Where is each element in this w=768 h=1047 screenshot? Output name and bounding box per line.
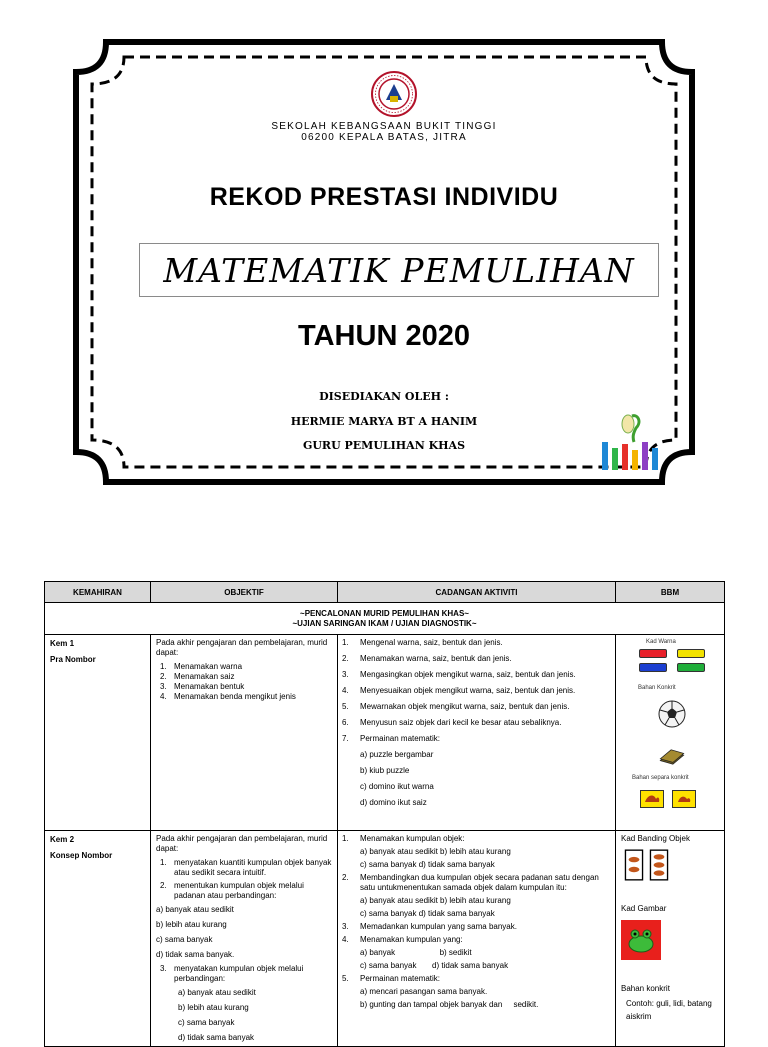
compare-card-2-icon <box>650 849 668 881</box>
objective-cell <box>151 635 338 831</box>
color-card-green <box>677 663 705 672</box>
book-icon <box>658 748 686 766</box>
activity-sub-item: d) domino ikut saiz <box>360 798 427 807</box>
objective-cell <box>151 831 338 1047</box>
objective-list <box>156 964 332 984</box>
activity-sub-item: b) kiub puzzle <box>360 766 410 775</box>
list-item: 2. menentukan kumpulan objek melalui padanan atau perbandingan: <box>160 881 304 900</box>
objective-sub-item: c) sama banyak <box>178 1018 235 1027</box>
school-name: SEKOLAH KEBANGSAAN BUKIT TINGGI <box>271 121 497 132</box>
kad-warna-label: Kad Warna <box>646 639 676 645</box>
objective-list <box>156 662 332 702</box>
table-row <box>45 635 725 831</box>
animal-card-1-icon <box>640 790 664 808</box>
school-crest-logo <box>370 70 418 118</box>
activity-list <box>342 873 611 893</box>
objective-sub-item: d) tidak sama banyak. <box>156 950 235 959</box>
activity-list <box>342 638 611 744</box>
activity-sub-item: a) puzzle bergambar <box>360 750 434 759</box>
header-cadangan-aktiviti: CADANGAN AKTIVITI <box>338 582 616 603</box>
bbm-cell <box>616 831 725 1047</box>
bbm-cell <box>616 635 725 831</box>
list-item: 7. Permainan matematik: <box>342 734 441 743</box>
activity-list <box>342 974 611 984</box>
section-line-2: ~UJIAN SARINGAN IKAM / UJIAN DIAGNOSTIK~ <box>292 618 477 628</box>
skill-name: Pra Nombor <box>50 655 96 664</box>
author-role: GURU PEMULIHAN KHAS <box>302 439 466 452</box>
header-objektif: OBJEKTIF <box>151 582 338 603</box>
list-item: 5. Mewarnakan objek mengikut warna, saiz, bentuk dan jenis. <box>342 702 570 711</box>
subject-title: MATEMATIK PEMULIHAN <box>163 250 635 290</box>
objective-list <box>156 858 332 901</box>
subject-box <box>139 243 659 297</box>
year-title: TAHUN 2020 <box>298 320 470 352</box>
list-item: 2. Membandingkan dua kumpulan objek secara padanan satu dengan satu untukmenentukan samada objek dalam kumpulan itu: <box>342 873 599 892</box>
list-item: 2. Menamakan saiz <box>160 672 235 681</box>
activity-sub-item: a) mencari pasangan sama banyak. <box>360 987 488 996</box>
objective-sub-item: c) sama banyak <box>156 935 213 944</box>
table-header-row <box>45 582 725 603</box>
color-card-yellow <box>677 649 705 658</box>
activity-sub-item: c) sama banyak d) tidak sama banyak <box>360 961 509 970</box>
activity-sub-item: c) domino ikut warna <box>360 782 434 791</box>
kids-logo-illustration <box>598 412 660 474</box>
activity-cell <box>338 831 616 1047</box>
section-row <box>45 603 725 635</box>
header-kemahiran: KEMAHIRAN <box>45 582 151 603</box>
list-item: 1. Menamakan warna <box>160 662 243 671</box>
skill-cell <box>45 831 151 1047</box>
activity-list <box>342 922 611 945</box>
list-item: 3. Mengasingkan objek mengikut warna, saiz, bentuk dan jenis. <box>342 670 576 679</box>
frog-picture-card-icon <box>621 920 661 960</box>
activity-sub-item: c) sama banyak d) tidak sama banyak <box>360 909 495 918</box>
skill-cell <box>45 635 151 831</box>
bahan-separa-konkrit-label: Bahan separa konkrit <box>632 775 689 781</box>
list-item: 2. Menamakan warna, saiz, bentuk dan jenis. <box>342 654 512 663</box>
kad-banding-label: Kad Banding Objek <box>621 834 690 843</box>
list-item: 6. Menyusun saiz objek dari kecil ke besar atau sebaliknya. <box>342 718 562 727</box>
skill-code: Kem 1 <box>50 639 75 648</box>
main-title: REKOD PRESTASI INDIVIDU <box>209 183 559 211</box>
bahan-konkrit-label: Bahan konkrit <box>621 984 670 993</box>
objective-intro: Pada akhir pengajaran dan pembelajaran, murid dapat: <box>156 834 328 853</box>
objective-sub-item: b) lebih atau kurang <box>156 920 227 929</box>
list-item: 3. menyatakan kumpulan objek melalui perbandingan: <box>160 964 304 983</box>
author-name: HERMIE MARYA BT A HANIM <box>290 415 478 428</box>
list-item: 4. Menamakan kumpulan yang: <box>342 935 463 944</box>
activity-list <box>342 834 611 844</box>
list-item: 1. Menamakan kumpulan objek: <box>342 834 465 843</box>
performance-record-table <box>44 581 725 1047</box>
activity-sub-item: c) sama banyak d) tidak sama banyak <box>360 860 495 869</box>
activity-sub-item: b) gunting dan tampal objek banyak dan sedikit. <box>360 1000 539 1009</box>
list-item: 3. Menamakan bentuk <box>160 682 245 691</box>
color-card-red <box>639 649 667 658</box>
activity-cell <box>338 635 616 831</box>
list-item: 5. Permainan matematik: <box>342 974 441 983</box>
football-icon <box>657 699 687 729</box>
objective-sub-item: b) lebih atau kurang <box>178 1003 249 1012</box>
activity-sub-item: a) banyak b) sedikit <box>360 948 472 957</box>
section-line-1: ~PENCALONAN MURID PEMULIHAN KHAS~ <box>300 608 469 618</box>
compare-card-1-icon <box>625 849 643 881</box>
bahan-konkrit-label: Bahan Konkrit <box>638 685 676 691</box>
objective-sub-item: a) banyak atau sedikit <box>156 905 234 914</box>
activity-sub-item: a) banyak atau sedikit b) lebih atau kurang <box>360 896 511 905</box>
skill-code: Kem 2 <box>50 835 75 844</box>
list-item: 4. Menamakan benda mengikut jenis <box>160 692 296 701</box>
list-item: 1. menyatakan kuantiti kumpulan objek banyak atau sedikit secara intuitif. <box>160 858 332 877</box>
list-item: 4. Menyesuaikan objek mengikut warna, saiz, bentuk dan jenis. <box>342 686 576 695</box>
animal-card-2-icon <box>672 790 696 808</box>
list-item: 1. Mengenal warna, saiz, bentuk dan jenis. <box>342 638 503 647</box>
list-item: 3. Memadankan kumpulan yang sama banyak. <box>342 922 517 931</box>
activity-sub-item: a) banyak atau sedikit b) lebih atau kurang <box>360 847 511 856</box>
section-cell <box>45 603 725 635</box>
objective-sub-item: a) banyak atau sedikit <box>178 988 256 997</box>
color-card-blue <box>639 663 667 672</box>
skill-name: Konsep Nombor <box>50 851 113 860</box>
table-row <box>45 831 725 1047</box>
contoh-text: Contoh: guli, lidi, batang aiskrim <box>626 999 712 1021</box>
prepared-by-label: DISEDIAKAN OLEH : <box>319 390 449 403</box>
kad-gambar-label: Kad Gambar <box>621 904 667 913</box>
objective-intro: Pada akhir pengajaran dan pembelajaran, murid dapat: <box>156 638 328 657</box>
school-address: 06200 KEPALA BATAS, JITRA <box>301 132 467 143</box>
header-bbm: BBM <box>616 582 725 603</box>
objective-sub-item: d) tidak sama banyak <box>178 1033 255 1042</box>
